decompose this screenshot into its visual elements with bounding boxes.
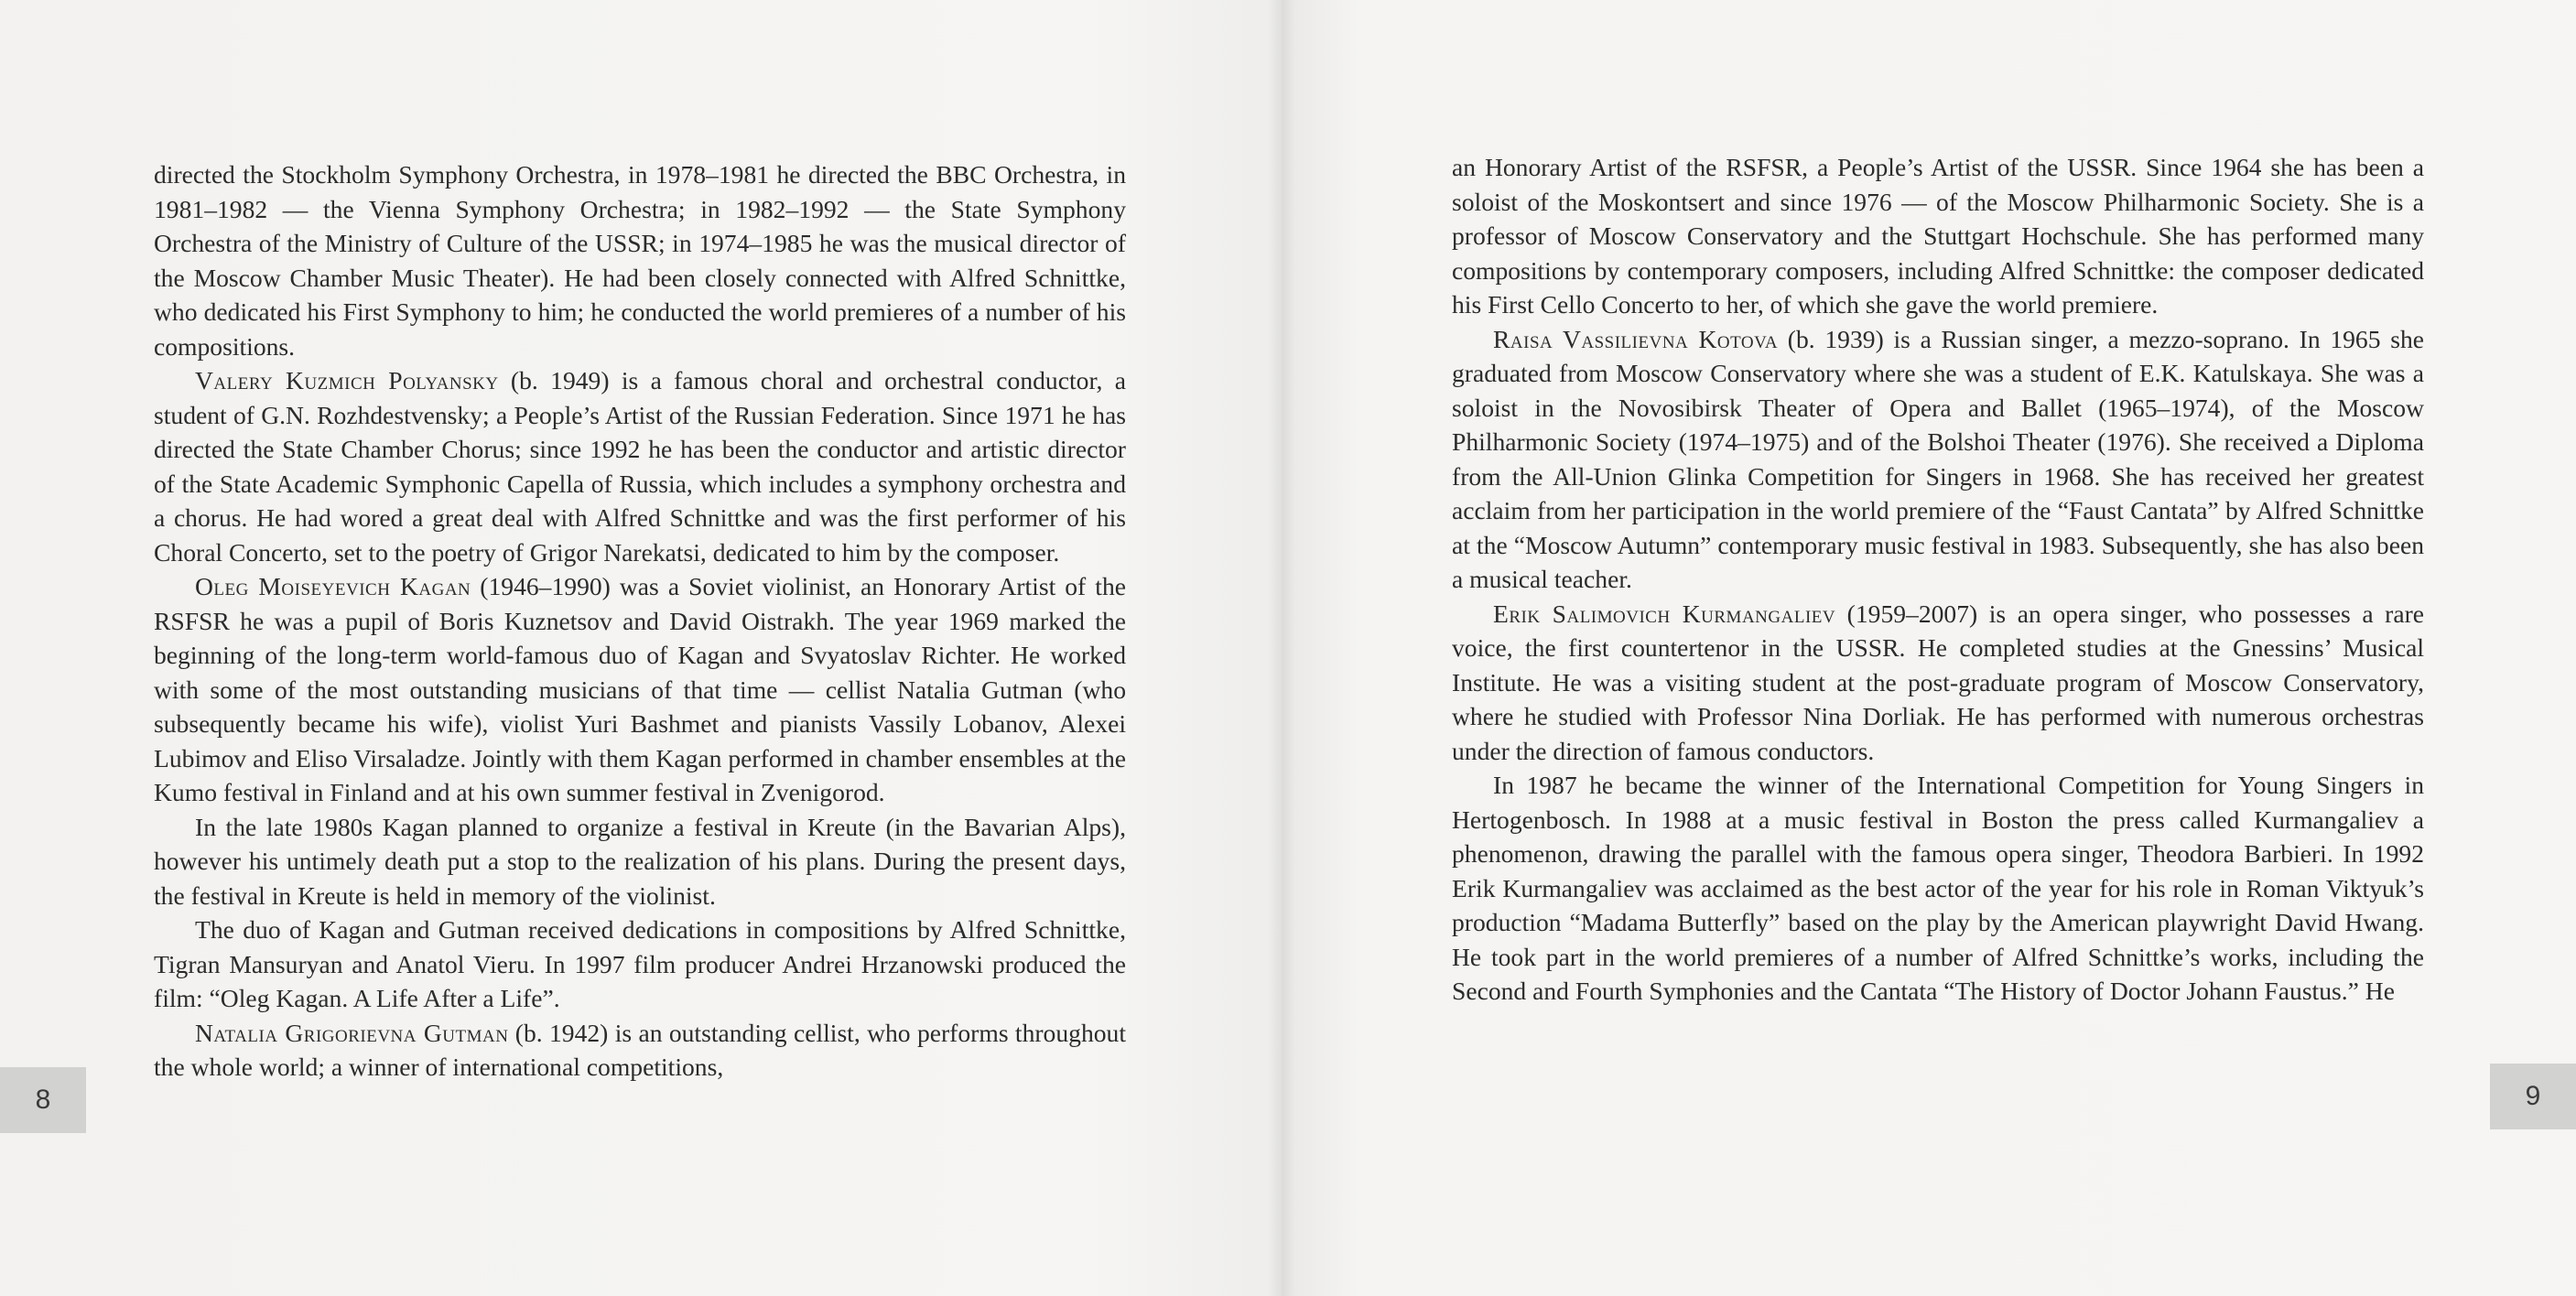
- paragraph-text: (b. 1942) is an outstanding cellist, who performs throughout the whole world; a winner of international competitions,: [154, 1018, 1127, 1081]
- paragraph: [154, 157, 1126, 363]
- person-name: Valery Kuzmich Polyansky: [195, 366, 499, 394]
- paragraph: [1452, 150, 2424, 322]
- paragraph-text: (1946–1990) was a Soviet violinist, an Honorary Artist of the RSFSR he was a pupil of Boris Kuznetsov and David Oistrakh. The year 1969 marked the beginning of the long-term world-famous duo of Kagan and Svyatoslav Richter. He worked with some of the most outstanding musicians of that time — cellist Natalia Gutman (who subsequently became his wife), violist Yuri Bashmet and pianists Vassily Lobanov, Alexei Lubimov and Eliso Virsaladze. Jointly with them Kagan performed in chamber ensembles at the Kumo festival in Finland and at his own summer festival in Zvenigorod.: [154, 572, 1126, 806]
- paragraph: [1452, 597, 2424, 769]
- paragraph: [154, 363, 1126, 569]
- paragraph: [1452, 768, 2424, 1009]
- paragraph-text: (b. 1949) is a famous choral and orchestral conductor, a student of G.N. Rozhdestvensky; a People’s Artist of the Russian Federation. Since 1971 he has directed the State Chamber Chorus; since 1992 he has been the conductor and artistic director of the State Academic Symphonic Capella of Russia, which includes a symphony orchestra and a chorus. He had wored a great deal with Alfred Schnittke and was the first performer of his Choral Concerto, set to the poetry of Grigor Narekatsi, dedicated to him by the composer.: [154, 366, 1127, 567]
- paragraph-text: In 1987 he became the winner of the International Competition for Young Singers in Hertogenbosch. In 1988 at a music festival in Boston the press called Kurmangaliev a phenomenon, drawing the parallel with the famous opera singer, Theodora Barbieri. In 1992 Erik Kurmangaliev was acclaimed as the best actor of the year for his role in Roman Viktyuk’s production “Madama Butterfly” based on the play by the American playwright David Hwang. He took part in the world premieres of a number of Alfred Schnittke’s works, including the Second and Fourth Symphonies and the Cantata “The History of Doctor Johann Faustus.” He: [1452, 771, 2424, 1005]
- paragraph: [154, 810, 1126, 913]
- paragraph-text: In the late 1980s Kagan planned to organize a festival in Kreute (in the Bavarian Alps), however his untimely death put a stop to the realization of his plans. During the present days, the festival in Kreute is held in memory of the violinist.: [154, 812, 1126, 910]
- right-text-column: [1452, 150, 2424, 1009]
- person-name: Oleg Moiseyevich Kagan: [195, 572, 471, 600]
- left-text-column: [154, 157, 1126, 1085]
- page-number-left: 8: [0, 1067, 86, 1133]
- paragraph: [1452, 322, 2424, 597]
- person-name: Erik Salimovich Kurmangaliev: [1493, 599, 1836, 628]
- paragraph-text: (b. 1939) is a Russian singer, a mezzo-soprano. In 1965 she graduated from Moscow Conservatory where she was a student of E.K. Katulskaya. She was a soloist in the Novosibirsk Theater of Opera and Ballet (1965–1974), of the Moscow Philharmonic Society (1974–1975) and of the Bolshoi Theater (1976). She received a Diploma from the All-Union Glinka Competition for Singers in 1968. She has received her greatest acclaim from her participation in the world premiere of the “Faust Cantata” by Alfred Schnittke at the “Moscow Autumn” contemporary music festival in 1983. Subsequently, she has also been a musical teacher.: [1452, 324, 2424, 593]
- page-number-right: 9: [2490, 1064, 2576, 1129]
- paragraph: [154, 569, 1126, 810]
- person-name: Natalia Grigorievna Gutman: [195, 1018, 509, 1047]
- paragraph: [154, 913, 1126, 1016]
- paragraph: [154, 1016, 1126, 1085]
- paragraph-text: an Honorary Artist of the RSFSR, a People’s Artist of the USSR. Since 1964 she has been a soloist of the Moskontsert and since 1976 — of the Moscow Philharmonic Society. She is a professor of Moscow Conservatory and the Stuttgart Hochschule. She has performed many compositions by contemporary composers, including Alfred Schnittke: the composer dedicated his First Cello Concerto to her, of which she gave the world premiere.: [1452, 153, 2424, 319]
- paragraph-text: The duo of Kagan and Gutman received dedications in compositions by Alfred Schnittke, Tigran Mansuryan and Anatol Vieru. In 1997 film producer Andrei Hrzanowski produced the film: “Oleg Kagan. A Life After a Life”.: [154, 915, 1126, 1012]
- person-name: Raisa Vassilievna Kotova: [1493, 324, 1779, 353]
- book-gutter: [1268, 0, 1295, 1296]
- paragraph-text: directed the Stockholm Symphony Orchestra, in 1978–1981 he directed the BBC Orchestra, in 1981–1982 — the Vienna Symphony Orchestra; in 1982–1992 — the State Symphony Orchestra of the Ministry of Culture of the USSR; in 1974–1985 he was the musical director of the Moscow Chamber Music Theater). He had been closely connected with Alfred Schnittke, who dedicated his First Symphony to him; he conducted the world premieres of a number of his compositions.: [154, 160, 1126, 361]
- paragraph-text: (1959–2007) is an opera singer, who possesses a rare voice, the first countertenor in the USSR. He completed studies at the Gnessins’ Musical Institute. He was a visiting student at the post-graduate program of Moscow Conservatory, where he studied with Professor Nina Dorliak. He has performed with numerous orchestras under the direction of famous conductors.: [1452, 599, 2425, 765]
